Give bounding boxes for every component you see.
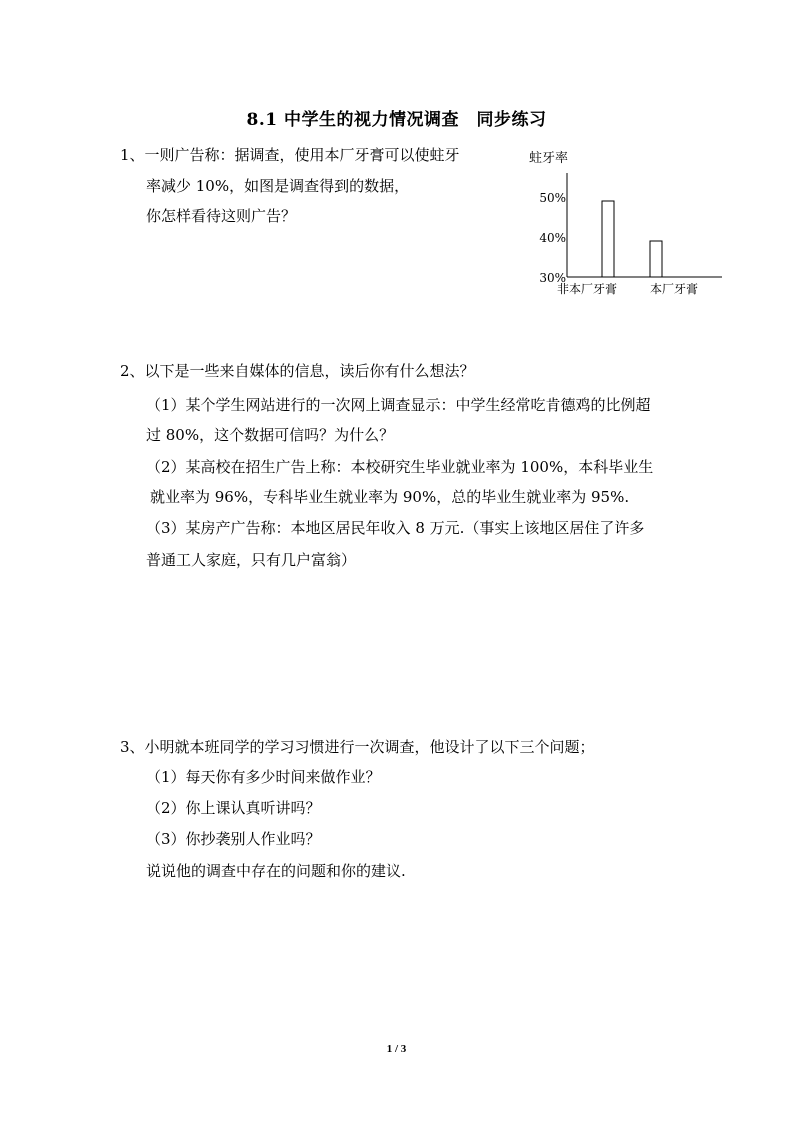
page-title: 8.1 中学生的视力情况调查 同步练习: [246, 110, 547, 130]
q1-line-1: 1、一则广告称：据调查，使用本厂牙膏可以使蛀牙: [120, 146, 460, 164]
chart-category-label: 非本厂牙膏: [556, 282, 618, 296]
q3-item-2: （2）你上课认真听讲吗？: [146, 799, 321, 817]
q2-part3-line-2: 普通工人家庭，只有几户富翁）: [146, 551, 357, 569]
chart-y-tick-label: 30%: [539, 271, 566, 285]
chart-y-tick-label: 40%: [539, 231, 566, 245]
q2-part3-line-1: （3）某房产广告称：本地区居民年收入 8 万元.（事实上该地区居住了许多: [146, 519, 645, 537]
q3-item-3: （3）你抄袭别人作业吗？: [146, 830, 321, 848]
q2-part1-line-1: （1）某个学生网站进行的一次网上调查显示：中学生经常吃肯德鸡的比例超: [146, 396, 651, 414]
q1-line-2: 率减少 10%，如图是调查得到的数据，: [146, 177, 410, 195]
cavity-rate-bar-chart: [520, 145, 730, 310]
chart-y-tick-label: 50%: [539, 191, 566, 205]
page-number: 1 / 3: [386, 1043, 407, 1055]
q1-line-3: 你怎样看待这则广告？: [146, 207, 297, 225]
chart-bar: [650, 241, 662, 277]
q2-part1-line-2: 过 80%，这个数据可信吗？为什么？: [146, 426, 395, 444]
chart-y-axis-label: 蛀牙率: [529, 151, 569, 166]
q3-closing: 说说他的调查中存在的问题和你的建议.: [146, 862, 406, 880]
chart-bar: [602, 201, 614, 277]
q3-intro: 3、小明就本班同学的学习习惯进行一次调查，他设计了以下三个问题；: [120, 738, 595, 756]
q2-part2-line-1: （2）某高校在招生广告上称：本校研究生毕业就业率为 100%，本科毕业生: [146, 458, 654, 476]
q3-item-1: （1）每天你有多少时间来做作业？: [146, 768, 381, 786]
q2-part2-line-2: 就业率为 96%，专科毕业生就业率为 90%，总的毕业生就业率为 95%.: [150, 488, 630, 506]
chart-category-label: 本厂牙膏: [649, 282, 699, 296]
q2-intro: 2、以下是一些来自媒体的信息，读后你有什么想法？: [120, 362, 475, 380]
